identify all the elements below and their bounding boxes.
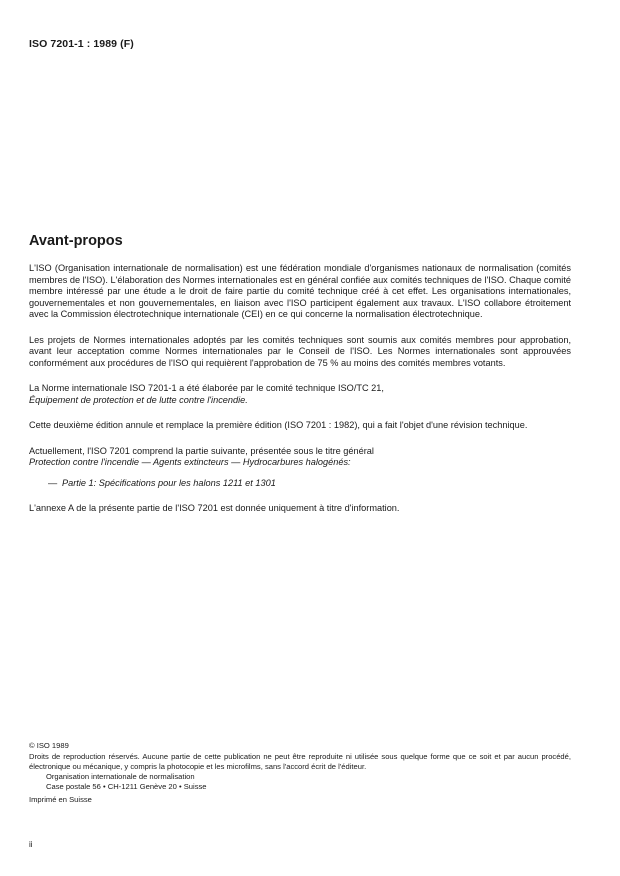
- list-item-text: Partie 1: Spécifications pour les halons 1211 et 1301: [62, 477, 276, 488]
- parts-general-title: Protection contre l'incendie — Agents extincteurs — Hydrocarbures halogénés:: [29, 457, 351, 467]
- page-number: ii: [29, 840, 33, 849]
- committee-text: La Norme internationale ISO 7201-1 a été élaborée par le comité technique ISO/TC 21,: [29, 383, 384, 393]
- section-title: Avant-propos: [29, 233, 123, 249]
- rights-statement: Droits de reproduction réservés. Aucune partie de cette publication ne peut être reproduite ni utilisée sous quelque forme que ce soit et par aucun procédé, électronique ou mécanique, y compris la photocopie et les microfilms, sans l'accord écrit de l'éditeur.: [29, 752, 571, 771]
- printed-in: Imprimé en Suisse: [29, 795, 92, 804]
- paragraph-edition: Cette deuxième édition annule et remplace la première édition (ISO 7201 : 1982), qui a fait l'objet d'une révision technique.: [29, 420, 528, 430]
- committee-title: Équipement de protection et de lutte contre l'incendie.: [29, 394, 248, 405]
- list-item: [29, 478, 571, 490]
- copyright-line: © ISO 1989: [29, 741, 69, 750]
- document-code: ISO 7201-1 : 1989 (F): [29, 38, 134, 50]
- list-dash: —: [48, 477, 58, 488]
- paragraph-parts: [29, 446, 571, 469]
- paragraph-annex: L'annexe A de la présente partie de l'ISO 7201 est donnée uniquement à titre d'information.: [29, 503, 400, 513]
- parts-text: Actuellement, l'ISO 7201 comprend la partie suivante, présentée sous le titre général: [29, 445, 374, 456]
- organization-name: Organisation internationale de normalisation: [46, 772, 195, 781]
- paragraph-iso-description: L'ISO (Organisation internationale de normalisation) est une fédération mondiale d'organismes nationaux de normalisation (comités membres de l'ISO). L'élaboration des Normes internationales est en général confiée aux comités techniques de l'ISO. Chaque comité membre intéressé par une étude a le droit de faire partie du comité technique créé à cet effet. Les organisations internationales, gouvernementales et non gouvernementales, en liaison avec l'ISO participent également aux travaux. L'ISO collabore étroitement avec la Commission électrotechnique internationale (CEI) en ce qui concerne la normalisation électrotechnique.: [29, 263, 571, 319]
- foreword-body: [29, 263, 571, 515]
- organization-address: Case postale 56 • CH-1211 Genève 20 • Suisse: [46, 782, 207, 791]
- copyright-footer: [29, 741, 571, 805]
- paragraph-committee: [29, 383, 571, 406]
- paragraph-approval-procedure: Les projets de Normes internationales adoptés par les comités techniques sont soumis aux comités membres pour approbation, avant leur acceptation comme Normes internationales par le Conseil de l'ISO. Les Normes internationales sont approuvées conformément aux procédures de l'ISO qui requièrent l'approbation de 75 % au moins des comités membres votants.: [29, 334, 571, 368]
